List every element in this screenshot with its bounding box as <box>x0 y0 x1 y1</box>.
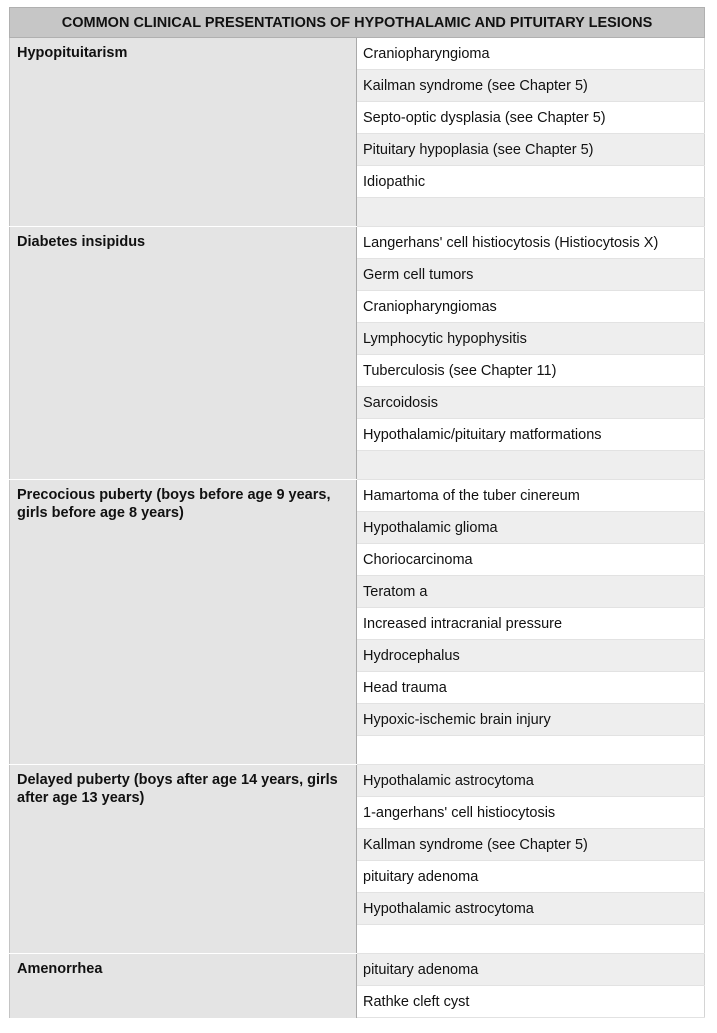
cause-cell: Teratom a <box>357 576 705 608</box>
cause-cell: Germ cell tumors <box>357 259 705 291</box>
cause-cell: Craniopharyngioma <box>357 38 705 70</box>
table-row <box>10 765 705 797</box>
cause-cell: Hydrocephalus <box>357 640 705 672</box>
cause-cell: Hypothalamic astrocytoma <box>357 765 705 797</box>
cause-cell: Sarcoidosis <box>357 387 705 419</box>
presentation-label: Amenorrhea <box>10 954 357 1018</box>
cause-cell: Langerhans' cell histiocytosis (Histiocytosis X) <box>357 227 705 259</box>
table-body <box>10 38 705 1018</box>
cause-cell: Increased intracranial pressure <box>357 608 705 640</box>
cause-cell: Hamartoma of the tuber cinereum <box>357 480 705 512</box>
table-header-row <box>10 8 705 38</box>
cause-cell: Tuberculosis (see Chapter 11) <box>357 355 705 387</box>
empty-cause-cell <box>357 736 705 765</box>
cause-cell: Hypothalamic/pituitary matformations <box>357 419 705 451</box>
presentation-label: Diabetes insipidus <box>10 227 357 480</box>
table-row <box>10 38 705 70</box>
cause-cell: Hypoxic-ischemic brain injury <box>357 704 705 736</box>
cause-cell: 1-angerhans' cell histiocytosis <box>357 797 705 829</box>
presentation-label: Delayed puberty (boys after age 14 years, girls after age 13 years) <box>10 765 357 954</box>
empty-cause-cell <box>357 451 705 480</box>
presentation-label: Hypopituitarism <box>10 38 357 227</box>
cause-cell: Craniopharyngiomas <box>357 291 705 323</box>
cause-cell: Kailman syndrome (see Chapter 5) <box>357 70 705 102</box>
table-title: COMMON CLINICAL PRESENTATIONS OF HYPOTHALAMIC AND PITUITARY LESIONS <box>10 8 705 38</box>
empty-cause-cell <box>357 198 705 227</box>
cause-cell: Lymphocytic hypophysitis <box>357 323 705 355</box>
clinical-presentations-table <box>9 7 705 1018</box>
table-row <box>10 227 705 259</box>
cause-cell: Septo-optic dysplasia (see Chapter 5) <box>357 102 705 134</box>
cause-cell: Hypothalamic astrocytoma <box>357 893 705 925</box>
cause-cell: Rathke cleft cyst <box>357 986 705 1018</box>
cause-cell: Idiopathic <box>357 166 705 198</box>
table-row <box>10 480 705 512</box>
cause-cell: pituitary adenoma <box>357 861 705 893</box>
cause-cell: Head trauma <box>357 672 705 704</box>
empty-cause-cell <box>357 925 705 954</box>
cause-cell: Kallman syndrome (see Chapter 5) <box>357 829 705 861</box>
presentation-label: Precocious puberty (boys before age 9 years, girls before age 8 years) <box>10 480 357 765</box>
table-row <box>10 954 705 986</box>
cause-cell: Choriocarcinoma <box>357 544 705 576</box>
cause-cell: Pituitary hypoplasia (see Chapter 5) <box>357 134 705 166</box>
cause-cell: pituitary adenoma <box>357 954 705 986</box>
cause-cell: Hypothalamic glioma <box>357 512 705 544</box>
